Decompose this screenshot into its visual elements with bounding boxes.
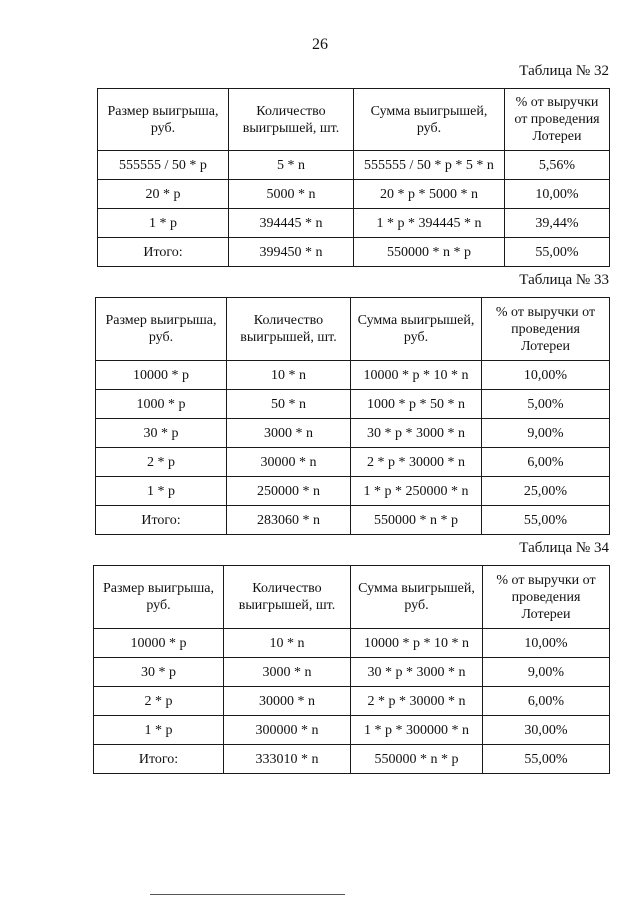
cell-prize-size: 1000 * p (96, 390, 227, 419)
cell-revenue-percent: 10,00% (483, 629, 610, 658)
table-row (96, 448, 610, 477)
cell-prize-sum: 1 * p * 394445 * n (354, 209, 505, 238)
cell-prize-count: 10 * n (224, 629, 351, 658)
cell-prize-sum: 10000 * p * 10 * n (351, 629, 483, 658)
table-row (96, 361, 610, 390)
table-total-row (98, 238, 610, 267)
table-header-row (98, 89, 610, 151)
cell-prize-sum: 550000 * n * p (351, 745, 483, 774)
cell-prize-count: 5000 * n (229, 180, 354, 209)
prize-table-32 (97, 88, 610, 267)
cell-prize-count: 399450 * n (229, 238, 354, 267)
cell-prize-count: 50 * n (227, 390, 351, 419)
cell-prize-size: 1 * p (98, 209, 229, 238)
cell-prize-count: 250000 * n (227, 477, 351, 506)
table-total-row (94, 745, 610, 774)
cell-revenue-percent: 9,00% (482, 419, 610, 448)
cell-prize-size: 10000 * p (94, 629, 224, 658)
table-row (96, 419, 610, 448)
cell-prize-sum: 20 * p * 5000 * n (354, 180, 505, 209)
cell-prize-count: 283060 * n (227, 506, 351, 535)
table-total-row (96, 506, 610, 535)
header-prize-size: Размер выигрыша, руб. (94, 566, 224, 629)
cell-prize-count: 30000 * n (224, 687, 351, 716)
header-prize-count: Количество выигрышей, шт. (227, 298, 351, 361)
cell-prize-sum: 1000 * p * 50 * n (351, 390, 482, 419)
table-row (94, 629, 610, 658)
table-row (98, 151, 610, 180)
table-row (96, 390, 610, 419)
cell-revenue-percent: 25,00% (482, 477, 610, 506)
cell-prize-count: 5 * n (229, 151, 354, 180)
cell-prize-sum: 30 * p * 3000 * n (351, 419, 482, 448)
cell-prize-sum: 1 * p * 250000 * n (351, 477, 482, 506)
table-header-row (96, 298, 610, 361)
page-number: 26 (312, 36, 328, 53)
cell-prize-count: 3000 * n (227, 419, 351, 448)
header-revenue-percent: % от выручки от проведения Лотереи (483, 566, 610, 629)
header-prize-size: Размер выигрыша, руб. (96, 298, 227, 361)
table-row (98, 180, 610, 209)
header-prize-count: Количество выигрышей, шт. (224, 566, 351, 629)
table-row (98, 209, 610, 238)
cell-total-label: Итого: (94, 745, 224, 774)
table-row (94, 687, 610, 716)
cell-prize-size: 10000 * p (96, 361, 227, 390)
cell-prize-sum: 10000 * p * 10 * n (351, 361, 482, 390)
cell-prize-size: 2 * p (96, 448, 227, 477)
cell-revenue-percent: 6,00% (483, 687, 610, 716)
cell-total-label: Итого: (96, 506, 227, 535)
cell-revenue-percent: 39,44% (505, 209, 610, 238)
cell-revenue-percent: 55,00% (505, 238, 610, 267)
cell-prize-sum: 555555 / 50 * p * 5 * n (354, 151, 505, 180)
cell-revenue-percent: 5,00% (482, 390, 610, 419)
cell-prize-sum: 2 * p * 30000 * n (351, 448, 482, 477)
cell-revenue-percent: 10,00% (482, 361, 610, 390)
cell-revenue-percent: 5,56% (505, 151, 610, 180)
cell-prize-count: 10 * n (227, 361, 351, 390)
cell-revenue-percent: 55,00% (482, 506, 610, 535)
cell-prize-count: 394445 * n (229, 209, 354, 238)
table-header-row (94, 566, 610, 629)
cell-prize-size: 30 * p (94, 658, 224, 687)
cell-revenue-percent: 30,00% (483, 716, 610, 745)
header-prize-sum: Сумма выигрышей, руб. (351, 566, 483, 629)
table-caption: Таблица № 33 (519, 272, 609, 288)
cell-revenue-percent: 10,00% (505, 180, 610, 209)
cell-revenue-percent: 9,00% (483, 658, 610, 687)
cell-revenue-percent: 55,00% (483, 745, 610, 774)
cell-prize-size: 20 * p (98, 180, 229, 209)
header-revenue-percent: % от выручки от проведения Лотереи (482, 298, 610, 361)
cell-prize-sum: 30 * p * 3000 * n (351, 658, 483, 687)
table-row (94, 716, 610, 745)
prize-table-33 (95, 297, 610, 535)
cell-prize-size: 2 * p (94, 687, 224, 716)
cell-prize-count: 3000 * n (224, 658, 351, 687)
header-prize-sum: Сумма выигрышей, руб. (351, 298, 482, 361)
header-revenue-percent: % от выручки от проведения Лотереи (505, 89, 610, 151)
cell-prize-sum: 550000 * n * p (354, 238, 505, 267)
table-caption: Таблица № 34 (519, 540, 609, 556)
header-prize-size: Размер выигрыша, руб. (98, 89, 229, 151)
header-prize-sum: Сумма выигрышей, руб. (354, 89, 505, 151)
cell-prize-count: 333010 * n (224, 745, 351, 774)
cell-prize-sum: 550000 * n * p (351, 506, 482, 535)
cell-revenue-percent: 6,00% (482, 448, 610, 477)
cell-prize-size: 30 * p (96, 419, 227, 448)
cell-prize-sum: 1 * p * 300000 * n (351, 716, 483, 745)
cell-prize-size: 1 * p (96, 477, 227, 506)
prize-table-34 (93, 565, 610, 774)
cell-total-label: Итого: (98, 238, 229, 267)
footer-divider (150, 894, 345, 895)
cell-prize-count: 300000 * n (224, 716, 351, 745)
cell-prize-size: 1 * p (94, 716, 224, 745)
header-prize-count: Количество выигрышей, шт. (229, 89, 354, 151)
table-caption: Таблица № 32 (519, 63, 609, 79)
cell-prize-size: 555555 / 50 * p (98, 151, 229, 180)
table-row (94, 658, 610, 687)
table-row (96, 477, 610, 506)
cell-prize-count: 30000 * n (227, 448, 351, 477)
cell-prize-sum: 2 * p * 30000 * n (351, 687, 483, 716)
